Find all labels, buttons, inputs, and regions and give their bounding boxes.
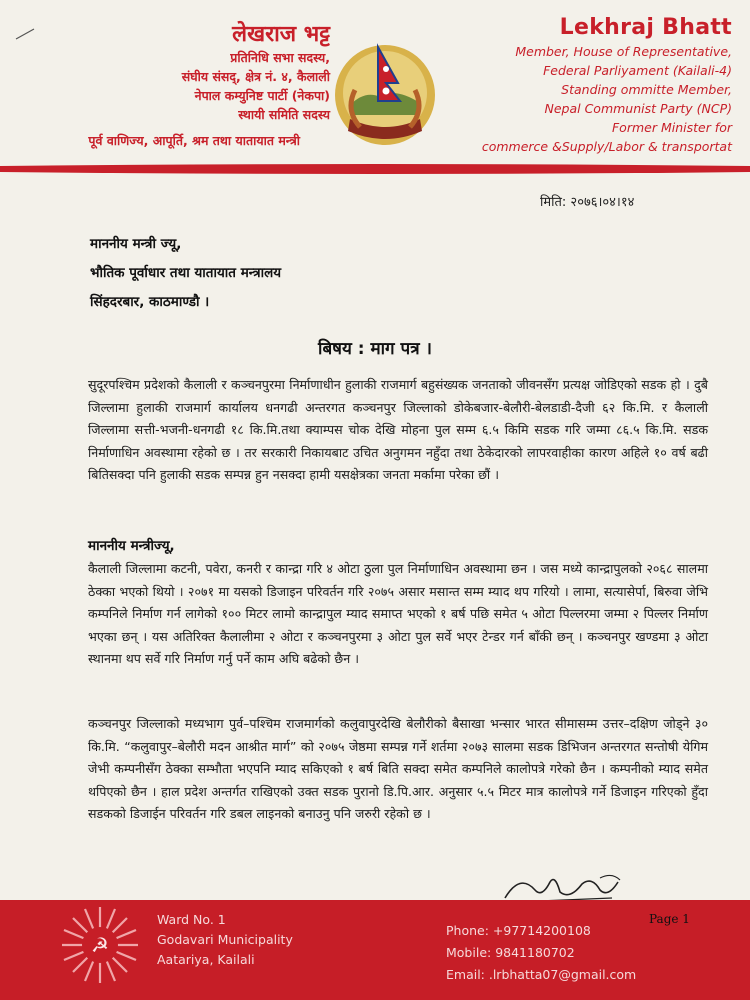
- footer-address-line: Ward No. 1: [157, 912, 226, 927]
- letterhead: [0, 0, 750, 155]
- addressee-line: भौतिक पूर्वाधार तथा यातायात मन्त्रालय: [90, 265, 282, 281]
- nepali-line: स्थायी समिति सदस्य: [238, 107, 330, 122]
- letter-subject: बिषय : माग पत्र ।: [318, 339, 432, 359]
- footer-address-line: Godavari Municipality: [157, 932, 293, 947]
- letter-date: मिति: २०७६।०४।१४: [540, 195, 635, 210]
- body-paragraph: कञ्चनपुर जिल्लाको मध्यभाग पुर्व–पश्चिम राजमार्गको कलुवापुरदेखि बेलौरीको बैसाखा भन्सार भारत सीमासम्म उत्तर–दक्षिण जोड्ने ३० कि.मि. “कलुवापुर–बेलौरी मदन आश्रीत मार्ग” को २०७५ जेष्ठमा सम्पन्न गर्ने शर्तमा २०७३ सालमा सडक डिभिजन अन्तरगत सन्तोषी येगिम जेभी कम्पनीसँग ठेक्का सम्भौता भएपनि म्याद सकिएको १ बर्ष बिति सक्दा समेत कम्पनिले कालोपत्रे गरेको छैन । कम्पनीको म्याद समेत थपिएको छैन । हाल प्रदेश अन्तर्गत राखिएको उक्त सडक पुरानो डि.पि.आर. अनुसार ५.५ मिटर मात्र कालोपत्रे गर्ने डिजाइन गरिएको हुँदा सडकको डिजाईन परिवर्तन गरि डबल लाइनको बनाउनु पनि जरुरी रहेको छ ।: [88, 716, 708, 821]
- nepali-former-minister: पूर्व वाणिज्य, आपूर्ति, श्रम तथा यातायात मन्त्री: [88, 133, 300, 148]
- addressee-line: माननीय मन्त्री ज्यू,: [90, 236, 182, 252]
- letterhead-english: [472, 14, 732, 156]
- english-line: Former Minister for: [611, 120, 732, 135]
- salutation: माननीय मन्त्रीज्यू,: [88, 538, 175, 554]
- nepali-line: प्रतिनिधि सभा सदस्य,: [230, 50, 330, 65]
- nepal-emblem-icon: [330, 35, 440, 150]
- body-paragraph: सुदूरपश्चिम प्रदेशको कैलाली र कञ्चनपुरमा निर्माणाधीन हुलाकी राजमार्ग बहुसंख्यक जनताको जीवनसँग प्रत्यक्ष जोडिएको सडक हो । दुबै जिल्लामा हुलाकी राजमार्ग कार्यालय धनगढी अन्तरगत कञ्चनपुर जिल्लाको डोकेबजार-बेलौरी-बेलडाडी-दैजी ६२ कि.मि. र कैलाली जिल्लामा सत्ती-भजनी-धनगढी १८ कि.मि.तथा क्याम्पस चोक देखि मोहना पुल सम्म ६.५ किमि सडक गरि जम्मा ८६.५ कि.मि. सडक निर्माणाधिन अवस्थामा रहेको छ । तर सरकारी निकायबाट उचित अनुगमन नहुँदा तथा ठेकेदारको लापरवाहीका कारण अहिले १० वर्ष बढी बितिसक्दा पनि हुलाकी सडक सम्पन्न हुन नसक्दा हामी यसक्षेत्रका जनता मर्कामा परेका छौं ।: [88, 377, 708, 482]
- nepali-line: संघीय संसद्, क्षेत्र नं. ४, कैलाली: [181, 69, 330, 84]
- english-line: Federal Parliyament (Kailali-4): [543, 63, 732, 78]
- page-number: Page 1: [649, 912, 690, 926]
- footer-contact: [446, 920, 636, 986]
- english-line: commerce &Supply/Labor & transportat: [481, 139, 732, 154]
- svg-text:☭: ☭: [91, 933, 109, 957]
- addressee-line: सिंहदरबार, काठमाण्डौ ।: [90, 294, 210, 310]
- letterhead-nepali: [40, 22, 330, 124]
- english-line: Member, House of Representative,: [515, 44, 732, 59]
- english-name: Lekhraj Bhatt: [559, 15, 732, 40]
- addressee-block: [90, 230, 281, 317]
- footer-email: Email: .lrbhatta07@gmail.com: [446, 967, 637, 982]
- english-line: Standing ommitte Member,: [561, 82, 732, 97]
- header-divider: [0, 160, 750, 178]
- body-paragraph: कैलाली जिल्लामा कटनी, पवेरा, कनरी र कान्द्रा गरि ४ ओटा ठुला पुल निर्माणाधिन अवस्थामा छन । जस मध्ये कान्द्रापुलको २०६८ सालमा ठेक्का भएको थियो । २०७१ मा यसको डिजाइन परिवर्तन गरि २०७५ असार मसान्त सम्म म्याद थप गरियो । लामा, सत्यासेर्पा, बिरुवा जेभि कम्पनिले निर्माण गर्न लागेको १०० मिटर लामो कान्द्रापुल म्याद समाप्त भएको १ बर्ष पछि समेत ५ ओटा पिल्लरमा जम्मा २ पिल्लर निर्माण भएका छन् । यस अतिरिक्त कैलालीमा २ ओटा र कञ्चनपुरमा ३ ओटा पुल सर्वे भएर टेन्डर गर्न बाँकी छन् । कञ्चनपुर खण्डमा ३ ओटा स्थानमा थप सर्वे गरि निर्माण गर्नु पर्ने काम अघि बढेको छैन ।: [88, 561, 708, 666]
- footer-phone: Phone: +97714200108: [446, 923, 591, 938]
- footer-mobile: Mobile: 9841180702: [446, 945, 575, 960]
- party-logo-icon: [60, 905, 140, 985]
- nepali-name: लेखराज भट्ट: [232, 22, 330, 47]
- nepali-line: नेपाल कम्युनिष्ट पार्टी (नेकपा): [194, 88, 330, 103]
- english-line: Nepal Communist Party (NCP): [544, 101, 732, 116]
- footer-address-line: Aatariya, Kailali: [157, 952, 255, 967]
- footer-address: [157, 910, 293, 970]
